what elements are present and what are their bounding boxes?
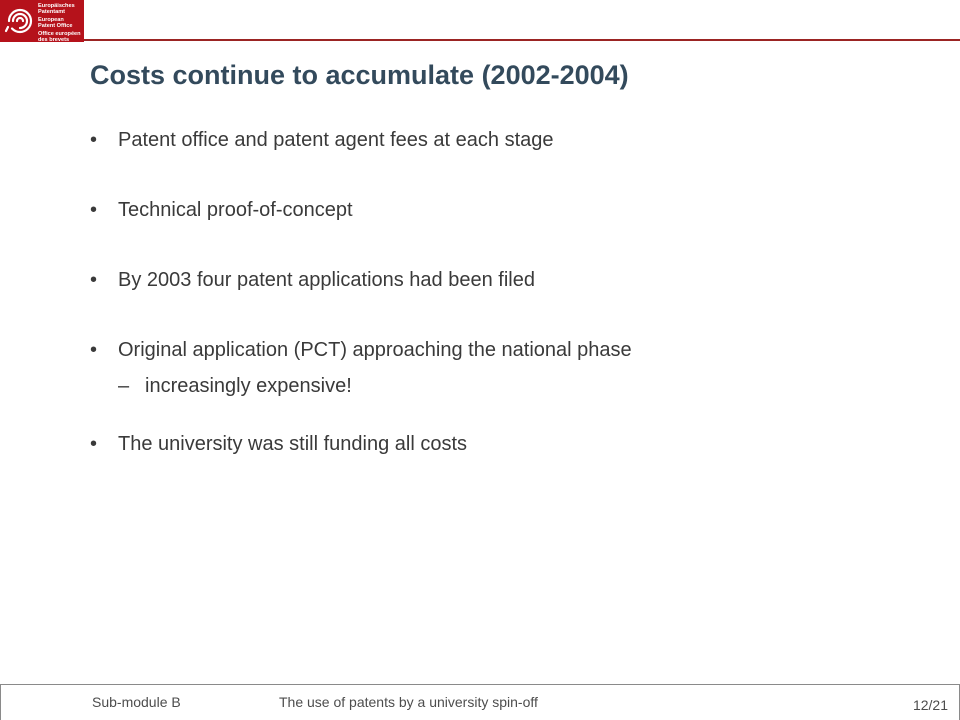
slide-footer	[0, 684, 960, 720]
list-item	[90, 268, 930, 292]
list-item	[90, 432, 930, 456]
bullet-marker: •	[90, 199, 98, 221]
epo-logo-text	[38, 3, 84, 42]
list-item	[90, 338, 930, 362]
bullet-marker: •	[90, 129, 98, 151]
bullet-marker: •	[90, 433, 98, 455]
logo-line: Office européen	[38, 31, 81, 38]
bullet-marker: •	[90, 269, 98, 291]
logo-line: Patent Office	[38, 23, 73, 30]
page-number: 12/21	[912, 697, 948, 713]
dash-marker: –	[118, 375, 130, 397]
footer-module: Sub-module B	[92, 694, 181, 710]
epo-logo	[0, 0, 84, 42]
header-divider	[84, 39, 960, 41]
epo-spiral-logo-icon	[4, 5, 36, 37]
bullet-list	[90, 128, 930, 456]
logo-line: Europäisches	[38, 3, 75, 9]
bullet-text: The university was still funding all costs	[118, 433, 468, 455]
footer-topic: The use of patents by a university spin-off	[279, 694, 538, 710]
slide-title: Costs continue to accumulate (2002-2004)	[90, 60, 629, 90]
bullet-text: Original application (PCT) approaching the national phase	[118, 339, 632, 361]
sub-bullet-text: increasingly expensive!	[145, 375, 352, 397]
logo-line: European	[38, 17, 64, 24]
logo-line: des brevets	[38, 37, 70, 42]
sub-list-item	[90, 374, 930, 398]
bullet-marker: •	[90, 339, 98, 361]
list-item	[90, 128, 930, 152]
bullet-text: By 2003 four patent applications had been filed	[118, 269, 535, 291]
bullet-text: Patent office and patent agent fees at each stage	[118, 129, 554, 151]
bullet-text: Technical proof-of-concept	[118, 199, 353, 221]
logo-line: Patentamt	[38, 9, 66, 16]
list-item	[90, 198, 930, 222]
